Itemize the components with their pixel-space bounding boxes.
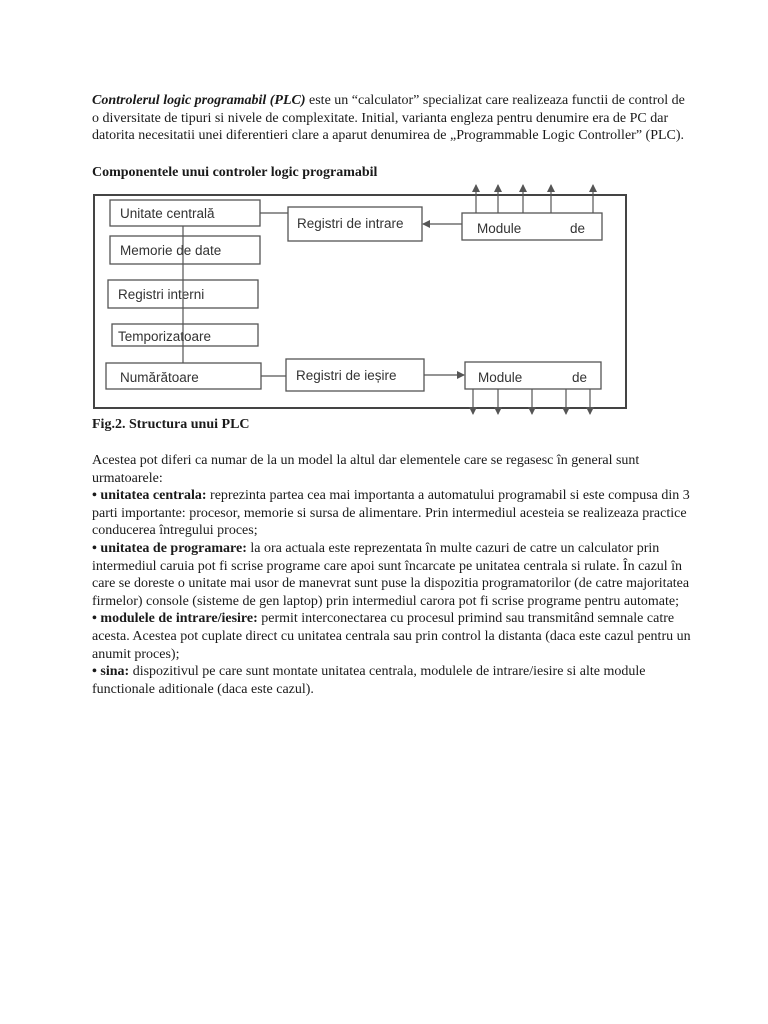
section-heading: Componentele unui controler logic programabil <box>92 165 378 180</box>
label-temporizatoare: Temporizatoare <box>118 329 212 344</box>
figure-caption: Fig.2. Structura unui PLC <box>92 417 250 432</box>
label-module-iesire-de: de <box>572 370 588 385</box>
label-memorie-de-date: Memorie de date <box>120 243 222 258</box>
label-unitate-centrala: Unitate centrală <box>120 206 215 221</box>
list-text: permit interconectarea cu procesul primind sau transmitând semnale catre acesta. Acestea pot cuplate direct cu unitatea centrala sau prin control la distanta (daca este cazul pentru un anumit proces); <box>92 611 691 662</box>
label-module-iesire: Module <box>478 370 523 385</box>
label-registri-iesire: Registri de ieșire <box>296 368 397 383</box>
intro-paragraph <box>92 92 692 145</box>
list-item-sina <box>92 663 692 698</box>
input-signal-arrows <box>476 185 593 213</box>
list-item-unitatea-centrala <box>92 487 692 540</box>
list-term: • sina: <box>92 664 130 680</box>
list-text: dispozitivul pe care sunt montate unitatea centrala, modulele de intrare/iesire si alte module functionale aditionale (daca este cazul). <box>92 664 646 697</box>
label-numaratoare: Numărătoare <box>120 370 199 385</box>
label-registri-intrare: Registri de intrare <box>297 216 404 231</box>
body-section <box>92 452 692 698</box>
plc-structure-diagram <box>92 182 637 415</box>
output-signal-arrows <box>473 389 590 414</box>
label-module-intrare: Module <box>477 221 522 236</box>
body-intro: Acestea pot diferi ca numar de la un model la altul dar elementele care se regasesc în general sunt urmatoarele: <box>92 453 640 486</box>
label-module-intrare-de: de <box>570 221 586 236</box>
plc-term: Controlerul logic programabil (PLC) <box>92 93 306 108</box>
list-item-unitatea-de-programare <box>92 540 692 610</box>
list-text: la ora actuala este reprezentata în multe cazuri de catre un calculator prin intermediul caruia pot fi scrise programe care apoi sunt încarcate pe unitatea centrala si rulate. În cazul în care se doreste o unitate mai usor de manevrat sunt puse la dispozitia programatorilor (de catre majoritatea firmelor) console (sisteme de gen laptop) prin intermediul carora pot fi scrise programe pentru automate; <box>92 540 690 609</box>
list-text: reprezinta partea cea mai importanta a automatului programabil si este compusa din 3 parti importante: procesor, memorie si sursa de alimentare. Prin intermediul acesteia se realizeaza practice conducerea întregului proces; <box>92 488 690 539</box>
list-item-modulele-intrare-iesire <box>92 610 692 663</box>
list-term: • unitatea centrala: <box>92 488 207 504</box>
list-term: • unitatea de programare: <box>92 540 247 556</box>
list-term: • modulele de intrare/iesire: <box>92 611 258 627</box>
label-registri-interni: Registri interni <box>118 287 205 302</box>
intro-text: este un “calculator” specializat care realizeaza functii de control de o diversitate de tipuri si nivele de complexitate. Initial, varianta engleza pentru denumire era de PC dar datorita necesitatii unei diferentieri clare a aparut denumirea de „Programmable Logic Controller” (PLC). <box>92 93 685 144</box>
